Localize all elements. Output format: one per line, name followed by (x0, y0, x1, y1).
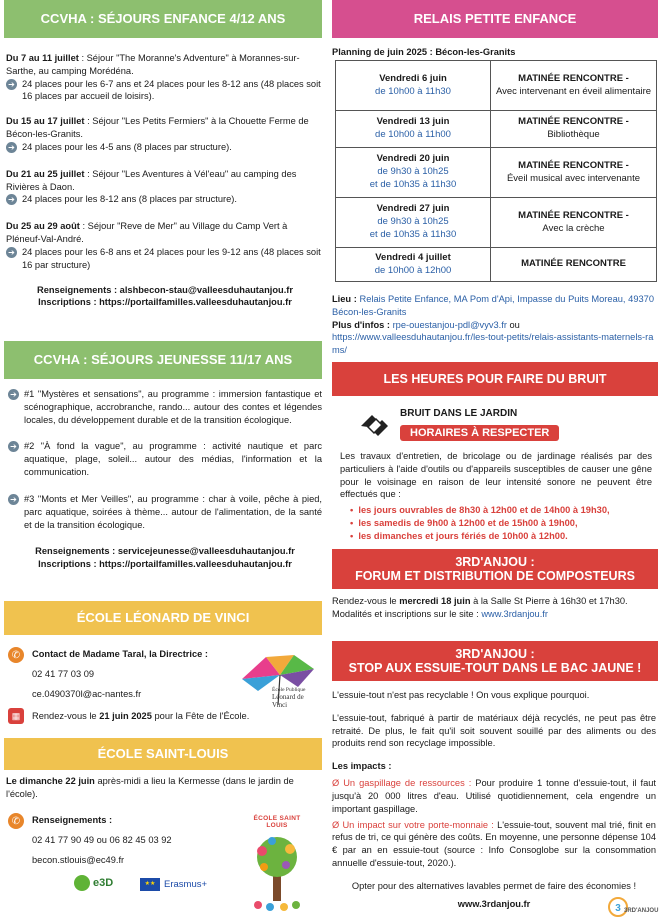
jeunesse-item-1: ➔ #1 "Mystères et sensations", au programme : immersion fantastique et scénographique, accrobranche, rando... autour des contes et légendes locales, du développement durable et de la transition écologique. (8, 388, 322, 426)
ccvha-jeunesse-title: CCVHA : SÉJOURS JEUNESSE 11/17 ANS (4, 341, 322, 379)
jeunesse-item-3: ➔ #3 "Monts et Mer Veilles", au programme : char à voile, pêche à pied, parc aquatique, soirées à thème... autour de l'alimentation, de la santé et de la transition écologique. (8, 493, 322, 531)
sejour-3-places: ➔ 24 places pour les 8-12 ans (8 places par structure). (6, 193, 324, 206)
eu-flag-icon: ★★ (140, 878, 160, 891)
hours-saturdays: • les samedis de 9h00 à 12h00 et de 15h00 à 19h00, (350, 517, 578, 528)
stlouis-phones: 02 41 77 90 49 ou 06 82 45 03 92 (32, 835, 172, 845)
composteurs-rdv: Rendez-vous le mercredi 18 juin à la Salle St Pierre à 16h30 et 17h30. (332, 596, 628, 606)
hours-sundays: • les dimanches et jours fériés de 10h00 à 12h00. (350, 530, 568, 541)
rpe-table (335, 60, 657, 282)
ecole-stlouis-title: ÉCOLE SAINT-LOUIS (4, 738, 322, 770)
ccvha-jeunesse-inscriptions: Inscriptions : https://portailfamilles.valleesduhautanjou.fr (38, 559, 292, 570)
svg-text:3: 3 (615, 903, 621, 914)
ccvha-enfance-title: CCVHA : SÉJOURS ENFANCE 4/12 ANS (4, 0, 322, 38)
bruit-hours (350, 504, 656, 542)
essuie-p2: L'essuie-tout, fabriqué à partir de matériaux déjà recyclés, ne peut pas être retraité. De plus, le fait qu'il soit souvent souillé par des aliments ou des produits rend son recyclage impossible. (332, 712, 656, 749)
arrow-icon: ➔ (8, 389, 19, 400)
stlouis-logo: ÉCOLE SAINT LOUIS (242, 815, 312, 909)
bruit-text: Les travaux d'entretien, de bricolage ou de jardinage réalisés par des particuliers à l'aide d'outils ou d'appareils susceptibles de causer une gêne pour le voisinage en raison de leur intensité sonore ne peuvent être effectués que : (340, 451, 652, 500)
hand-stop-icon (358, 406, 392, 440)
essuie-impact-1: Ø Un gaspillage de ressources : Pour produire 1 tonne d'essuie-tout, il faut jusqu'à 20 000 litres d'eau. Utilisé quotidiennement, cela engendre un important gaspillage. (332, 778, 657, 814)
arrow-icon: ➔ (8, 494, 19, 505)
arrow-icon: ➔ (6, 142, 17, 153)
table-row: Vendredi 4 juillet de 10h00 à 12h00 MATINÉE RENCONTRE (336, 248, 657, 282)
rpe-info (332, 293, 654, 357)
composteurs-body (332, 595, 656, 621)
hours-weekdays: • les jours ouvrables de 8h30 à 12h00 et de 14h00 à 19h30, (350, 505, 610, 515)
arrow-icon: ➔ (6, 247, 17, 258)
sejour-2: Du 15 au 17 juillet : Séjour "Les Petits Fermiers" à la Chouette Ferme de Bécon-les-Granits. (6, 116, 309, 140)
ccvha-enfance-body (6, 52, 324, 309)
ecole-vinci-title: ÉCOLE LÉONARD DE VINCI (4, 601, 322, 635)
ccvha-enfance-renseignements: Renseignements : alshbecon-stau@valleesduhautanjou.fr (36, 284, 293, 295)
ecole-vinci-logo: École Publique Léonard de Vinci (236, 651, 320, 707)
table-row: Vendredi 27 juin de 9h30 à 10h25 et de 10h35 à 11h30 MATINÉE RENCONTRE - Avec la crèche (336, 198, 657, 248)
sejour-4: Du 25 au 29 août : Séjour "Reve de Mer" au Village du Camp Vert à Pléneuf-Val-André. (6, 221, 288, 245)
sejour-2-places: ➔ 24 places pour les 4-5 ans (8 places par structure). (6, 141, 324, 154)
composteurs-title: 3RD'ANJOU : FORUM ET DISTRIBUTION DE COMPOSTEURS (332, 549, 658, 589)
sejour-1-places: ➔ 24 places pour les 6-7 ans et 24 places pour les 8-12 ans (48 places soit 16 places par accueil de loisirs). (6, 78, 324, 104)
bruit-subtitle: BRUIT DANS LE JARDIN (400, 408, 518, 419)
essuie-p1: L'essuie-tout n'est pas recyclable ! On vous explique pourquoi. (332, 690, 590, 700)
bruit-title: LES HEURES POUR FAIRE DU BRUIT (332, 362, 658, 396)
stlouis-kermesse: Le dimanche 22 juin après-midi a lieu la Kermesse (dans le jardin de l'école). (6, 776, 294, 799)
ecole-vinci-body (8, 647, 324, 727)
3rdanjou-logo: 3 3RD'ANJOU (608, 895, 654, 919)
tree-icon (242, 829, 312, 913)
essuie-impact-2: Ø Un impact sur votre porte-monnaie : L'essuie-tout, souvent mal trié, finit en refus de tri, ce qui génère des coûts. En moyenne, une personne dépense 104 € par an en essuie-tout (source : Info Consoglobe sur la consommation annuelle d'essuie-tout, 2020.). (332, 819, 656, 869)
table-row: Vendredi 20 juin de 9h30 à 10h25 et de 10h35 à 11h30 MATINÉE RENCONTRE - Éveil musical avec intervenante (336, 148, 657, 198)
rpe-infos: Plus d'infos : rpe-ouestanjou-pdl@vyv3.fr ou (332, 319, 520, 330)
essuie-title: 3RD'ANJOU : STOP AUX ESSUIE-TOUT DANS LE BAC JAUNE ! (332, 641, 658, 681)
ccvha-enfance-inscriptions: Inscriptions : https://portailfamilles.valleesduhautanjou.fr (38, 297, 292, 308)
table-row: Vendredi 6 juin de 10h00 à 11h30 MATINÉE RENCONTRE - Avec intervenant en éveil alimentaire (336, 61, 657, 111)
phone-icon: ✆ (8, 813, 24, 829)
e3d-logo: e3D (74, 875, 113, 891)
sejour-1: Du 7 au 11 juillet : Séjour "The Moranne's Adventure" à Morannes-sur-Sarthe, au camping Morédéna. (6, 53, 300, 76)
sejour-3: Du 21 au 25 juillet : Séjour "Les Aventures à Vél'eau" au camping des Rivières à Daon. (6, 168, 297, 192)
essuie-p3: Opter pour des alternatives lavables permet de faire des économies ! (351, 880, 637, 891)
composteurs-modalites: Modalités et inscriptions sur le site : www.3rdanjou.fr (332, 608, 548, 619)
ccvha-jeunesse-body (8, 388, 322, 571)
arrow-icon: ➔ (8, 441, 19, 452)
vinci-email: ce.0490370l@ac-nantes.fr (32, 689, 142, 699)
essuie-body (332, 689, 659, 919)
rpe-email-link[interactable]: rpe-ouestanjou-pdl@vyv3.fr (392, 319, 507, 330)
vinci-phone: 02 41 77 03 09 (32, 669, 95, 679)
rpe-url-link[interactable]: https://www.valleesduhautanjou.fr/les-tout-petits/relais-assistants-maternels-rams/ (332, 332, 654, 356)
rpe-table-wrap (335, 60, 657, 282)
leaf-icon (74, 875, 90, 891)
vinci-rdv: Rendez-vous le 21 juin 2025 pour la Fête de l'École. (32, 711, 250, 721)
rpe-title: RELAIS PETITE ENFANCE (332, 0, 658, 38)
3rdanjou-logo-icon (608, 895, 654, 919)
essuie-site-link[interactable]: www.3rdanjou.fr (457, 898, 531, 909)
bruit-badge: HORAIRES À RESPECTER (400, 425, 559, 441)
erasmus-logo: ★★ Erasmus+ (140, 878, 207, 891)
stlouis-renseignements: Renseignements : (32, 815, 113, 825)
composteurs-site-link[interactable]: www.3rdanjou.fr (481, 608, 548, 619)
ecole-stlouis-body (6, 775, 324, 917)
ccvha-jeunesse-renseignements: Renseignements : servicejeunesse@valleesduhautanjou.fr (35, 546, 295, 557)
stlouis-email: becon.stlouis@ec49.fr (32, 855, 125, 865)
arrow-icon: ➔ (6, 79, 17, 90)
jeunesse-item-2: ➔ #2 "À fond la vague", au programme : activité nautique et parc aquatique, plage, soleil... autour des médias, l'information et la communication. (8, 440, 322, 478)
phone-icon: ✆ (8, 647, 24, 663)
rpe-lieu: Lieu : Relais Petite Enfance, MA Pom d'Api, Impasse du Puits Moreau, 49370 Bécon-les-Granits (332, 294, 654, 317)
table-row: Vendredi 13 juin de 10h00 à 11h00 MATINÉE RENCONTRE - Bibliothèque (336, 111, 657, 148)
calendar-icon: ▦ (8, 708, 24, 724)
rpe-planning: Planning de juin 2025 : Bécon-les-Granits (332, 47, 516, 57)
arrow-icon: ➔ (6, 194, 17, 205)
sejour-4-places: ➔ 24 places pour les 6-8 ans et 24 places pour les 9-12 ans (48 places soit 16 par structure) (6, 246, 324, 272)
vinci-contact: Contact de Madame Taral, la Directrice : (32, 649, 209, 659)
essuie-impacts: Les impacts : (332, 761, 392, 772)
